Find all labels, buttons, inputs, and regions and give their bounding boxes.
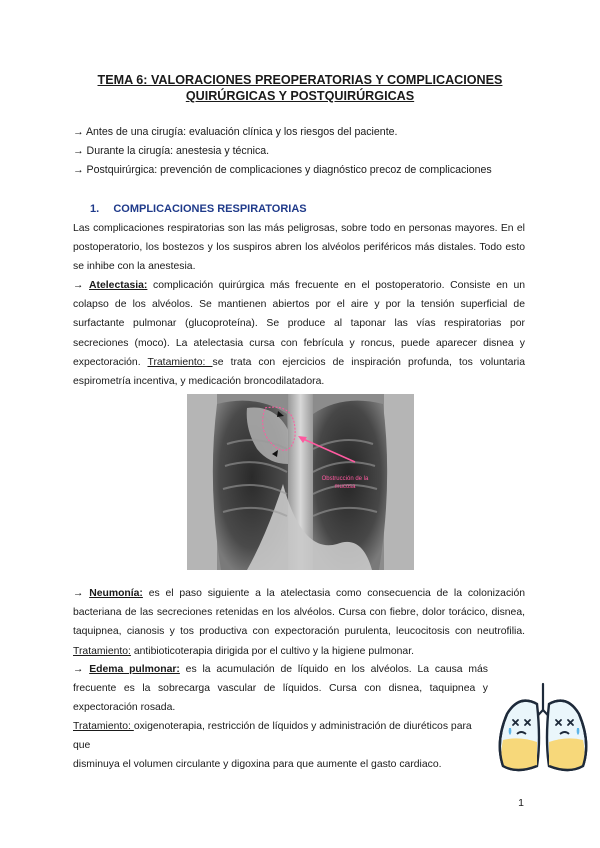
intro-item-post: → Postquirúrgica: prevención de complicaciones y diagnóstico precoz de complicaciones bbox=[73, 164, 492, 176]
arrow-glyph: → bbox=[73, 280, 90, 291]
section-heading bbox=[90, 203, 307, 215]
intro-item-before: → Antes de una cirugía: evaluación clínica y los riesgos del paciente. bbox=[73, 126, 398, 138]
section-number: 1. bbox=[90, 203, 100, 215]
paragraph-edema bbox=[73, 660, 488, 718]
atelectasia-treatment: se trata con ejercicios de inspiración profunda, tos voluntaria espirometría incentiva, y medicación broncodilatadora. bbox=[73, 356, 526, 388]
arrow-glyph: → bbox=[73, 588, 90, 599]
paragraph-intro: Las complicaciones respiratorias son las más peligrosas, sobre todo en personas mayores. En el postoperatorio, los bostezos y los suspiros abren los alvéolos periféricos más distales. Todo esto se inhibe con la anestesia. bbox=[73, 223, 525, 273]
treatment-label: Tratamiento: bbox=[147, 356, 213, 368]
neumonia-treatment: antibioticoterapia dirigida por el cultivo y la higiene pulmonar. bbox=[130, 645, 414, 657]
treatment-label: Tratamiento: bbox=[73, 645, 131, 657]
neumonia-text: es el paso siguiente a la atelectasia como consecuencia de la colonización bacteriana de las secreciones retenidas en los alvéolos. Cursa con fiebre, dolor torácico, disnea, taquipnea, cianosis y tos productiva con expectoración purulenta, leucocitosis con neutrofilia. bbox=[73, 588, 526, 638]
term-edema-pulmonar: Edema pulmonar: bbox=[89, 664, 180, 675]
edema-text: es la acumulación de líquido en los alvéolos. La causa más frecuente es la sobrecarga vascular de líquidos. Cursa con disnea, taquipnea y expectoración rosada. bbox=[73, 664, 489, 714]
paragraph-edema-treatment bbox=[73, 717, 483, 755]
page-number: 1 bbox=[518, 797, 524, 809]
xray-annotation-line-2: mucosa bbox=[334, 484, 356, 490]
edema-treatment-line-2: disminuya el volumen circulante y digoxina para que aumente el gasto cardiaco. bbox=[73, 759, 442, 770]
xray-annotation-line-1: Obstrucción de la bbox=[321, 476, 369, 482]
title-line-1: TEMA 6: VALORACIONES PREOPERATORIAS Y COMPLICACIONES bbox=[97, 73, 503, 87]
arrow-glyph: → bbox=[73, 664, 90, 675]
lungs-cartoon-illustration bbox=[493, 680, 593, 778]
chest-xray-image bbox=[187, 394, 414, 570]
atelectasia-text: complicación quirúrgica más frecuente en el postoperatorio. Consiste en un colapso de los alvéolos. Se mantienen abiertos por el aire y por la tensión superficial de surfactante pulmonar (glucoproteína). Se produce al taponar las vías respiratorias por secreciones (moco). La atelectasia cursa con febrícula y roncus, puede aparecer disnea y expectoración. bbox=[73, 280, 525, 368]
section-title: COMPLICACIONES RESPIRATORIAS bbox=[113, 203, 307, 215]
treatment-label: Tratamiento: bbox=[73, 721, 134, 732]
paragraph-atelectasia bbox=[73, 276, 525, 391]
title-line-2: QUIRÚRGICAS Y POSTQUIRÚRGICAS bbox=[185, 89, 415, 103]
page-title bbox=[60, 72, 540, 104]
edema-treatment-line-1: oxigenoterapia, restricción de líquidos y administración de diuréticos para que bbox=[73, 721, 472, 752]
paragraph-neumonia bbox=[73, 584, 525, 661]
term-atelectasia: Atelectasia: bbox=[89, 280, 148, 291]
intro-item-during: → Durante la cirugía: anestesia y técnica. bbox=[73, 145, 270, 157]
term-neumonia: Neumonía: bbox=[89, 588, 143, 599]
